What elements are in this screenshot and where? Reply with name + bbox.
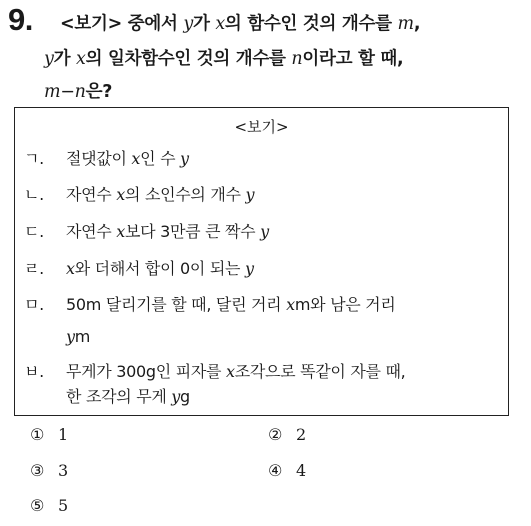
variable-m: m	[397, 14, 414, 34]
item-text: m와 남은 거리	[294, 295, 396, 314]
item-text: 보다 3만큼 큰 짝수	[125, 222, 261, 241]
variable-y: y	[171, 387, 181, 406]
question-text: 의 일차함수인 것의 개수를	[85, 49, 292, 69]
item-marker: ㅂ.	[24, 362, 44, 381]
item-marker: ㄷ.	[24, 222, 44, 241]
item-marker: ㅁ.	[24, 295, 44, 314]
choice-value: 4	[296, 461, 307, 480]
answer-choice-1[interactable]	[30, 425, 68, 444]
item-text: 의 소인수의 개수	[125, 185, 246, 204]
answer-choice-3[interactable]	[30, 461, 68, 480]
item-text: 50m 달리기를 할 때, 달린 거리	[66, 295, 287, 314]
variable-m: m	[44, 82, 61, 102]
item-text: g	[180, 387, 190, 406]
variable-y: y	[245, 185, 255, 204]
variable-x: x	[286, 295, 295, 314]
item-text: 조각으로 똑같이 자를 때,	[234, 362, 406, 381]
variable-n: n	[74, 82, 86, 102]
example-item-continuation	[24, 380, 498, 414]
answer-choice-2[interactable]	[268, 425, 306, 444]
item-marker: ㄴ.	[24, 185, 44, 204]
choice-value: 3	[58, 461, 69, 480]
variable-y: y	[183, 14, 193, 34]
item-marker: ㄱ.	[24, 149, 44, 168]
choice-value: 2	[296, 425, 307, 444]
answer-choice-5[interactable]	[30, 496, 68, 515]
variable-x: x	[66, 259, 75, 278]
variable-x: x	[131, 149, 141, 168]
choice-symbol: ①	[30, 425, 45, 444]
item-text: 한 조각의 무게	[66, 387, 172, 406]
question-number: 9.	[8, 2, 33, 37]
example-item	[24, 142, 498, 176]
variable-y: y	[44, 49, 54, 69]
answer-choice-4[interactable]	[268, 461, 306, 480]
item-text: m	[74, 327, 91, 346]
variable-y: y	[180, 149, 189, 168]
question-text: 은?	[85, 82, 113, 102]
item-text: 무게가 300g인 피자를	[66, 362, 226, 381]
variable-x: x	[116, 185, 125, 204]
variable-y: y	[260, 222, 269, 241]
question-text: 가	[192, 14, 216, 34]
item-text: 자연수	[66, 185, 117, 204]
question-line-3	[44, 78, 112, 103]
example-item-continuation	[24, 320, 498, 354]
choice-symbol: ④	[268, 461, 283, 480]
item-marker: ㄹ.	[24, 259, 44, 278]
item-text: 절댓값이	[66, 149, 132, 168]
question-text: 이라고 할 때,	[302, 49, 404, 69]
variable-x: x	[215, 14, 225, 34]
variable-y: y	[66, 327, 75, 346]
minus-sign: −	[60, 82, 75, 102]
choice-value: 1	[58, 425, 69, 444]
question-text: ,	[413, 14, 421, 34]
example-item	[24, 252, 498, 286]
example-box	[14, 107, 509, 416]
variable-x: x	[76, 49, 86, 69]
variable-y: y	[244, 259, 254, 278]
item-text: 인 수	[140, 149, 181, 168]
choice-value: 5	[58, 496, 69, 515]
example-item	[24, 178, 498, 212]
example-item	[24, 215, 498, 249]
question-text: <보기> 중에서	[60, 14, 184, 34]
variable-n: n	[291, 49, 303, 69]
example-item	[24, 288, 498, 322]
question-text: 가	[53, 49, 76, 69]
variable-x: x	[116, 222, 125, 241]
choice-symbol: ③	[30, 461, 45, 480]
question-line-1	[60, 10, 420, 35]
item-text: 자연수	[66, 222, 117, 241]
item-text: 와 더해서 합이 0이 되는	[74, 259, 245, 278]
question-text: 의 함수인 것의 개수를	[224, 14, 398, 34]
question-line-2	[44, 45, 403, 70]
choice-symbol: ⑤	[30, 496, 45, 515]
example-box-title: <보기>	[234, 118, 289, 136]
variable-x: x	[225, 362, 235, 381]
choice-symbol: ②	[268, 425, 283, 444]
